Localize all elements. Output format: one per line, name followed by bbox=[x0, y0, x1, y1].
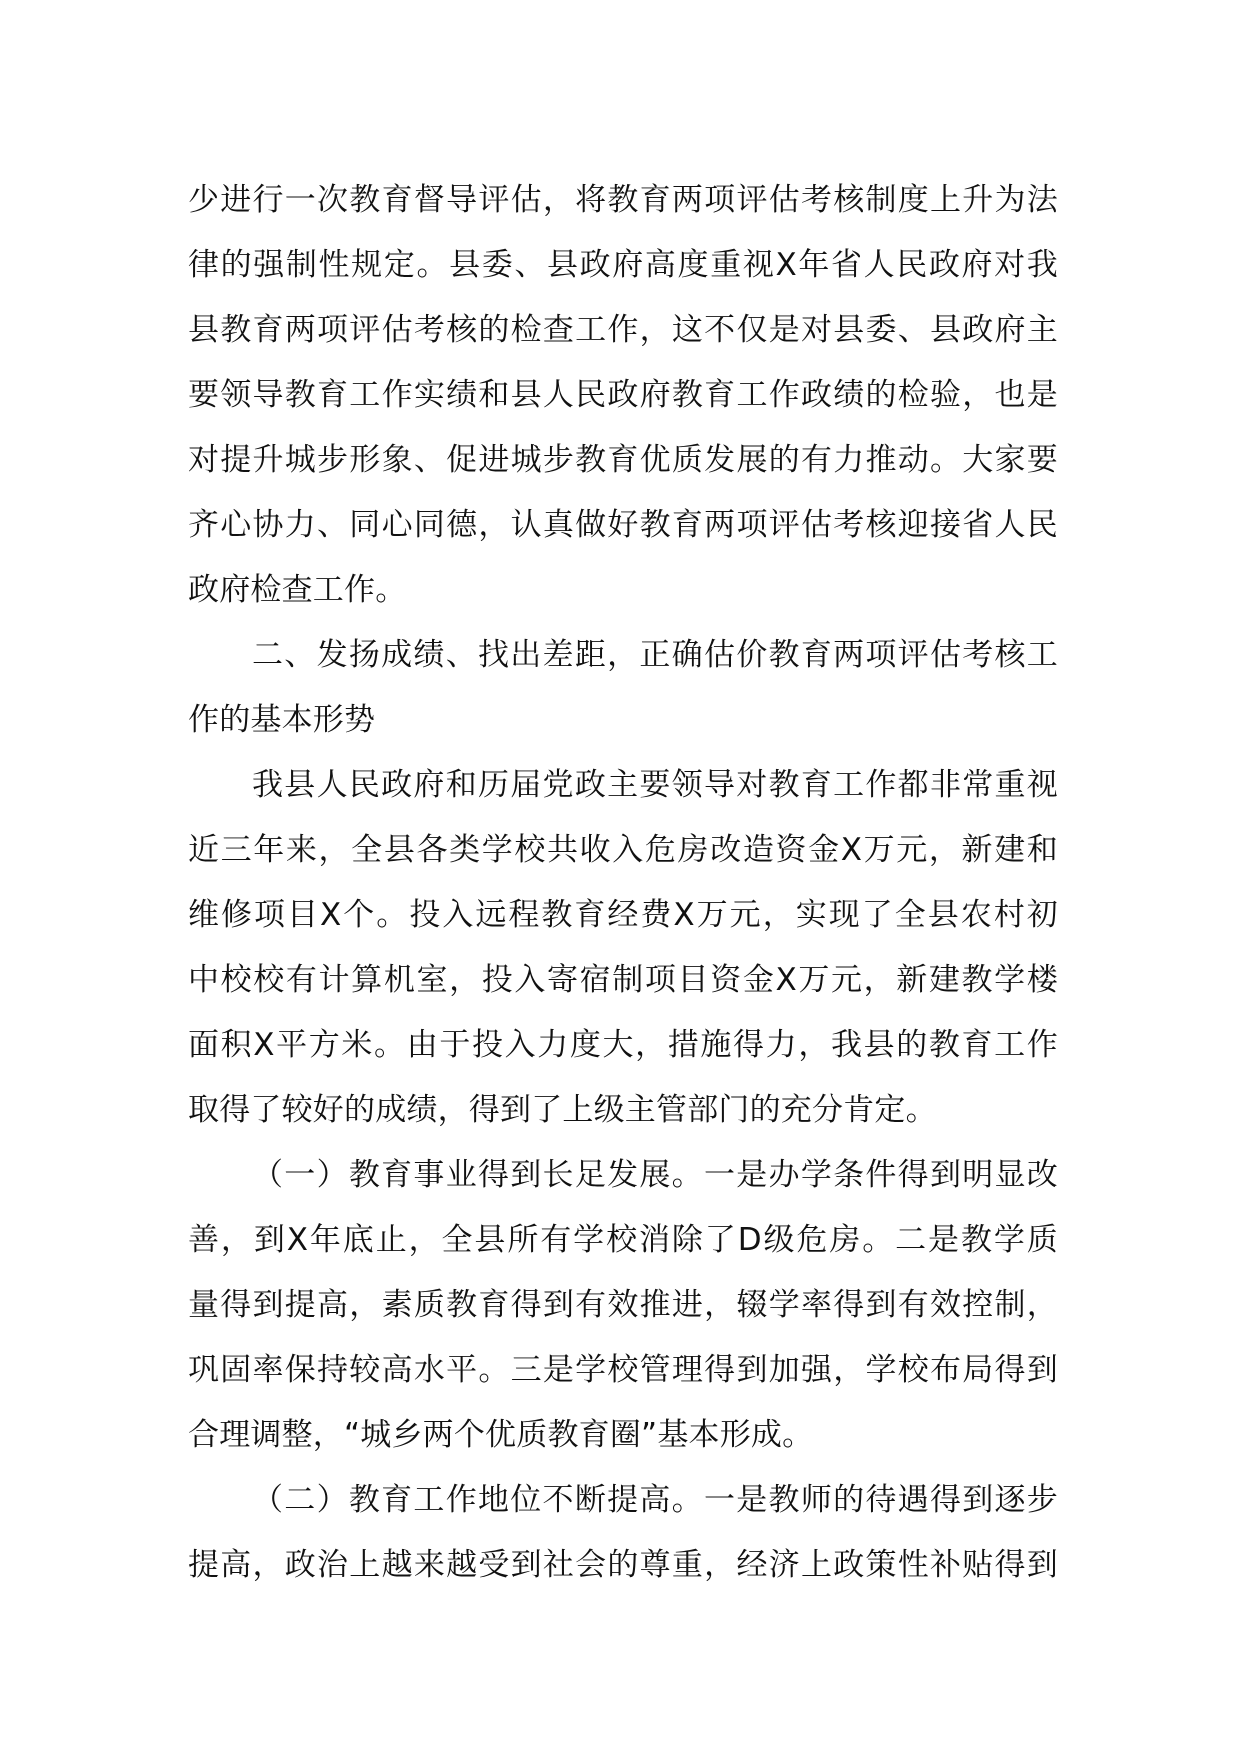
section-heading-line: 作的基本形势 bbox=[188, 702, 376, 738]
body-text bbox=[188, 168, 1058, 1598]
text-line: 巩固率保持较高水平。三是学校管理得到加强，学校布局得到 bbox=[188, 1352, 1058, 1388]
text-line: 中校校有计算机室，投入寄宿制项目资金X万元，新建教学楼 bbox=[188, 962, 1058, 998]
text-line: 维修项目X个。投入远程教育经费X万元，实现了全县农村初 bbox=[188, 897, 1058, 933]
text-line: 少进行一次教育督导评估，将教育两项评估考核制度上升为法 bbox=[188, 182, 1058, 218]
text-line: 取得了较好的成绩，得到了上级主管部门的充分肯定。 bbox=[188, 1092, 937, 1128]
text-line: 提高，政治上越来越受到社会的尊重，经济上政策性补贴得到 bbox=[188, 1547, 1058, 1583]
text-line: 我县人民政府和历届党政主要领导对教育工作都非常重视 bbox=[252, 767, 1058, 803]
text-line: 量得到提高，素质教育得到有效推进，辍学率得到有效控制， bbox=[188, 1287, 1058, 1323]
text-line: 要领导教育工作实绩和县人民政府教育工作政绩的检验，也是 bbox=[188, 377, 1058, 413]
text-line: 政府检查工作。 bbox=[188, 572, 407, 608]
text-line: （二）教育工作地位不断提高。一是教师的待遇得到逐步 bbox=[252, 1482, 1058, 1518]
text-line: 面积X平方米。由于投入力度大，措施得力，我县的教育工作 bbox=[188, 1027, 1058, 1063]
section-heading-line: 二、发扬成绩、找出差距，正确估价教育两项评估考核工 bbox=[252, 637, 1058, 673]
text-line: 律的强制性规定。县委、县政府高度重视X年省人民政府对我 bbox=[188, 247, 1058, 283]
text-line: （一）教育事业得到长足发展。一是办学条件得到明显改 bbox=[252, 1157, 1058, 1193]
text-line: 齐心协力、同心同德，认真做好教育两项评估考核迎接省人民 bbox=[188, 507, 1058, 543]
text-line: 对提升城步形象、促进城步教育优质发展的有力推动。大家要 bbox=[188, 442, 1058, 478]
text-line: 县教育两项评估考核的检查工作，这不仅是对县委、县政府主 bbox=[188, 312, 1058, 348]
text-line: 近三年来，全县各类学校共收入危房改造资金X万元，新建和 bbox=[188, 832, 1058, 868]
text-line: 善，到X年底止，全县所有学校消除了D级危房。二是教学质 bbox=[188, 1222, 1058, 1258]
text-line: 合理调整，“城乡两个优质教育圈”基本形成。 bbox=[188, 1417, 814, 1453]
